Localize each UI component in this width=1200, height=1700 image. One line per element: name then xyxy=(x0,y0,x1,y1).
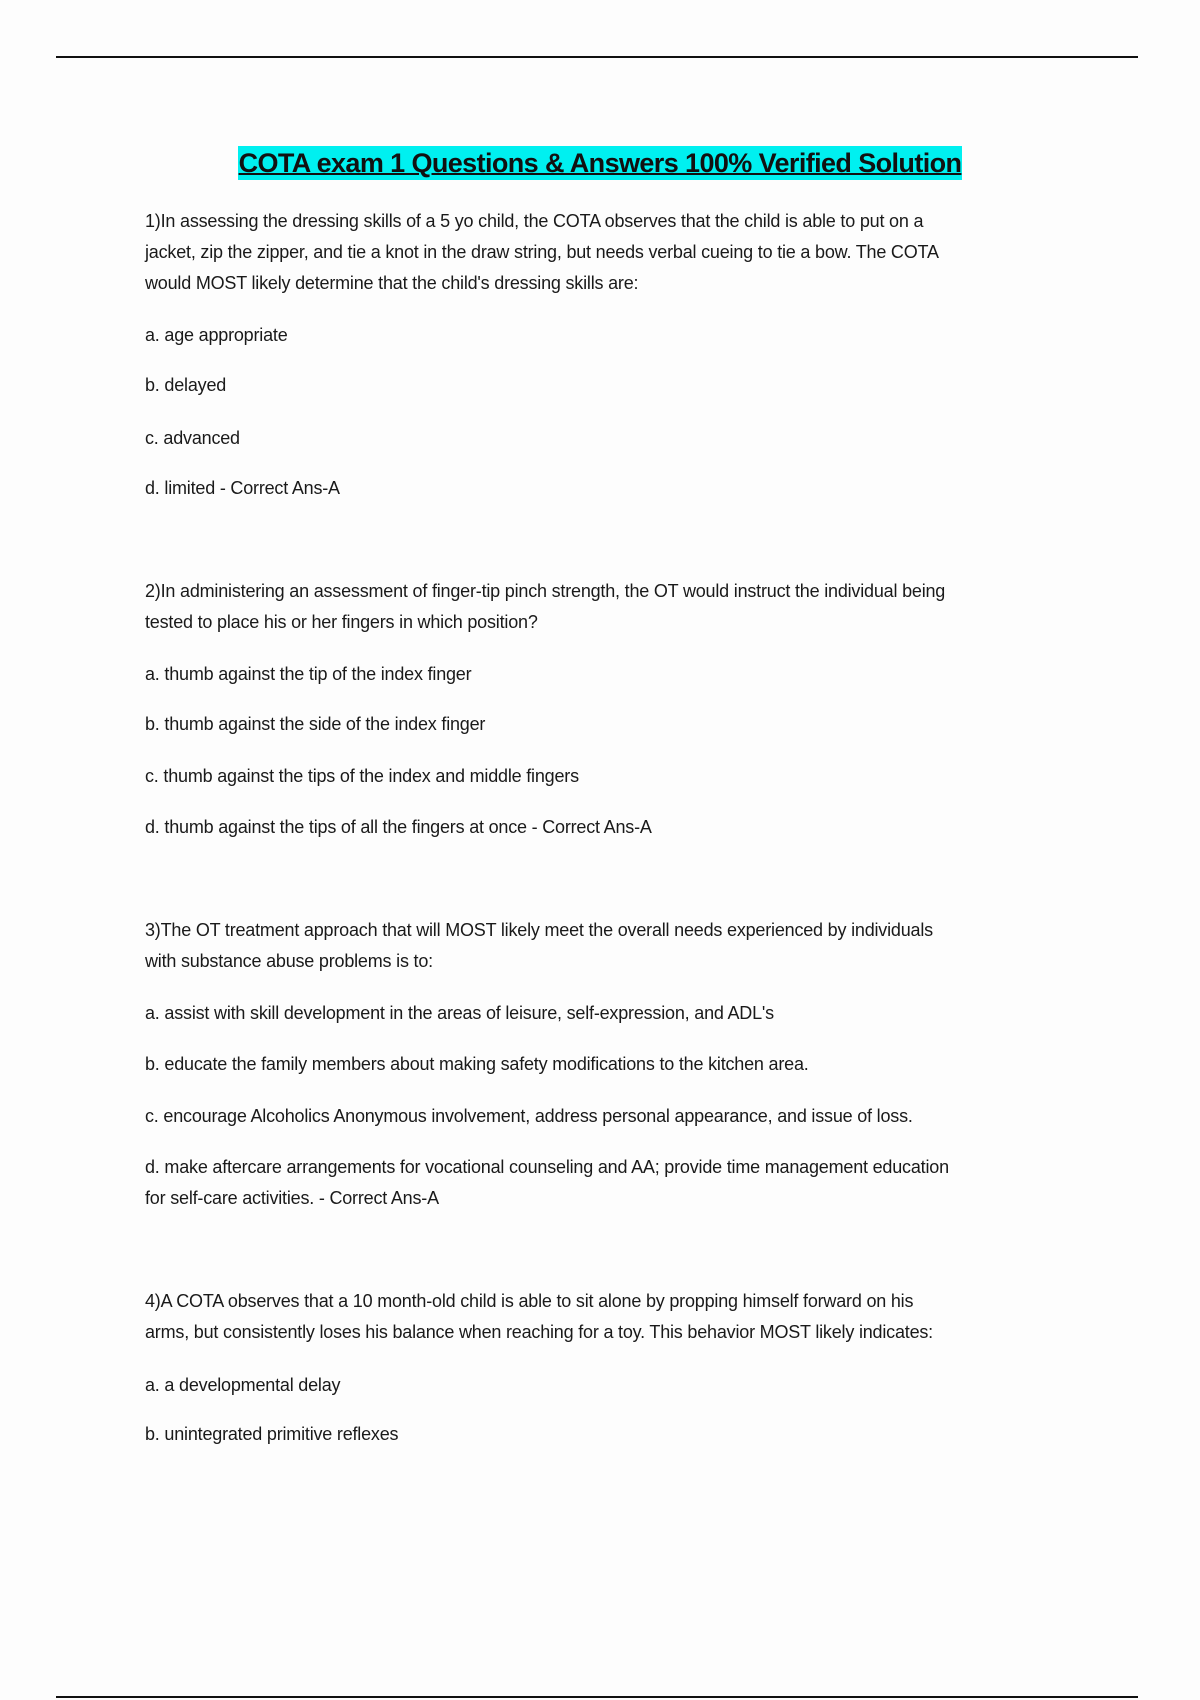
question-3-stem: with substance abuse problems is to: xyxy=(145,951,433,971)
question-2-option: b. thumb against the side of the index finger xyxy=(145,714,486,734)
question-3-stem: 3)The OT treatment approach that will MOST likely meet the overall needs experienced by individuals xyxy=(145,920,933,940)
question-1-option: a. age appropriate xyxy=(145,325,288,345)
question-4-option: b. unintegrated primitive reflexes xyxy=(145,1424,399,1444)
question-1-stem: 1)In assessing the dressing skills of a 5 yo child, the COTA observes that the child is able to put on a xyxy=(145,211,924,231)
question-1-stem: would MOST likely determine that the child's dressing skills are: xyxy=(145,273,639,293)
question-2-option: a. thumb against the tip of the index finger xyxy=(145,664,472,684)
question-3-option: b. educate the family members about making safety modifications to the kitchen area. xyxy=(145,1054,809,1074)
question-2-option: c. thumb against the tips of the index and middle fingers xyxy=(145,766,579,786)
question-4-option: a. a developmental delay xyxy=(145,1375,341,1395)
question-3-option: c. encourage Alcoholics Anonymous involvement, address personal appearance, and issue of loss. xyxy=(145,1106,913,1126)
footer-rule xyxy=(56,1696,1138,1698)
document-title: COTA exam 1 Questions & Answers 100% Verified Solution xyxy=(238,148,962,178)
question-1-option: d. limited - Correct Ans-A xyxy=(145,478,340,498)
question-2-option: d. thumb against the tips of all the fingers at once - Correct Ans-A xyxy=(145,817,652,837)
question-3-option: for self-care activities. - Correct Ans-A xyxy=(145,1188,439,1208)
question-2-stem: 2)In administering an assessment of finger-tip pinch strength, the OT would instruct the individual being xyxy=(145,581,946,601)
question-4-stem: arms, but consistently loses his balance when reaching for a toy. This behavior MOST likely indicates: xyxy=(145,1322,933,1342)
header-rule xyxy=(56,56,1138,58)
document-title-block xyxy=(0,148,1200,179)
question-3-option: a. assist with skill development in the areas of leisure, self-expression, and ADL's xyxy=(145,1003,774,1023)
question-3-option: d. make aftercare arrangements for vocational counseling and AA; provide time management education xyxy=(145,1157,949,1177)
question-4-stem: 4)A COTA observes that a 10 month-old child is able to sit alone by propping himself forward on his xyxy=(145,1291,914,1311)
question-1-stem: jacket, zip the zipper, and tie a knot in the draw string, but needs verbal cueing to tie a bow. The COTA xyxy=(145,242,939,262)
question-1-option: b. delayed xyxy=(145,375,227,395)
question-2-stem: tested to place his or her fingers in which position? xyxy=(145,612,538,632)
question-1-option: c. advanced xyxy=(145,428,240,448)
